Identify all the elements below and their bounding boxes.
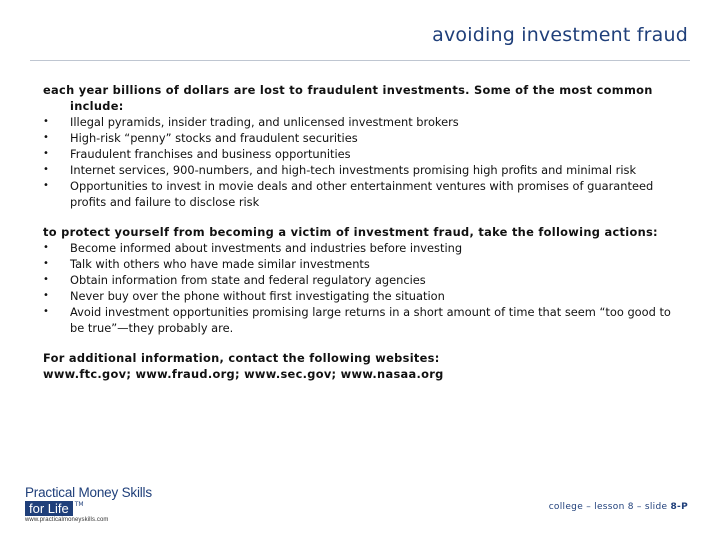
list-item: • Fraudulent franchises and business opportunities — [43, 147, 351, 161]
section1-lead: each year billions of dollars are lost to fraudulent investments. Some of the most common include: — [43, 83, 653, 113]
info-heading: For additional information, contact the following websites: — [43, 351, 440, 365]
bullet-icon: • — [43, 164, 49, 175]
bullet-icon: • — [43, 116, 49, 127]
logo-trademark: TM — [74, 501, 84, 508]
list-item: • High-risk “penny” stocks and fraudulent securities — [43, 131, 358, 145]
list-item: • Illegal pyramids, insider trading, and unlicensed investment brokers — [43, 115, 459, 129]
list-item: • Never buy over the phone without first investigating the situation — [43, 289, 445, 303]
bullet-icon: • — [43, 258, 49, 269]
list-item: • Avoid investment opportunities promising large returns in a short amount of time that seem “too good to be true”—they probably are. — [43, 305, 671, 335]
section2-list — [43, 240, 683, 336]
section1-list — [43, 114, 683, 210]
footer-text: college – lesson 8 – slide — [548, 502, 671, 512]
slide-number: 8-P — [670, 502, 688, 512]
bullet-icon: • — [43, 274, 49, 285]
logo-title: Practical Money Skills — [25, 485, 152, 500]
list-item: • Become informed about investments and industries before investing — [43, 241, 463, 255]
logo-url: www.practicalmoneyskills.com — [25, 517, 109, 523]
slide-content — [43, 82, 683, 382]
title-divider — [30, 60, 690, 61]
section2-lead: to protect yourself from becoming a victim of investment fraud, take the following actions: — [43, 225, 658, 239]
spacer — [43, 336, 683, 350]
list-item: • Internet services, 900-numbers, and high-tech investments promising high profits and minimal risk — [43, 163, 637, 177]
list-item: • Opportunities to invest in movie deals and other entertainment ventures with promises of guaranteed profits and failure to disclose risk — [43, 179, 654, 209]
bullet-icon: • — [43, 148, 49, 159]
bullet-icon: • — [43, 132, 49, 143]
logo-subtitle-row — [25, 501, 165, 516]
list-item: • Obtain information from state and federal regulatory agencies — [43, 273, 426, 287]
logo-for-life: for Life — [25, 501, 73, 516]
list-item: • Talk with others who have made similar investments — [43, 257, 370, 271]
spacer — [43, 210, 683, 224]
bullet-icon: • — [43, 242, 49, 253]
bullet-icon: • — [43, 306, 49, 317]
bullet-icon: • — [43, 180, 49, 191]
info-websites: www.ftc.gov; www.fraud.org; www.sec.gov; www.nasaa.org — [43, 367, 444, 381]
bullet-icon: • — [43, 290, 49, 301]
slide-footer — [549, 502, 688, 512]
practical-money-skills-logo — [25, 486, 165, 526]
slide-title: avoiding investment fraud — [432, 24, 688, 46]
